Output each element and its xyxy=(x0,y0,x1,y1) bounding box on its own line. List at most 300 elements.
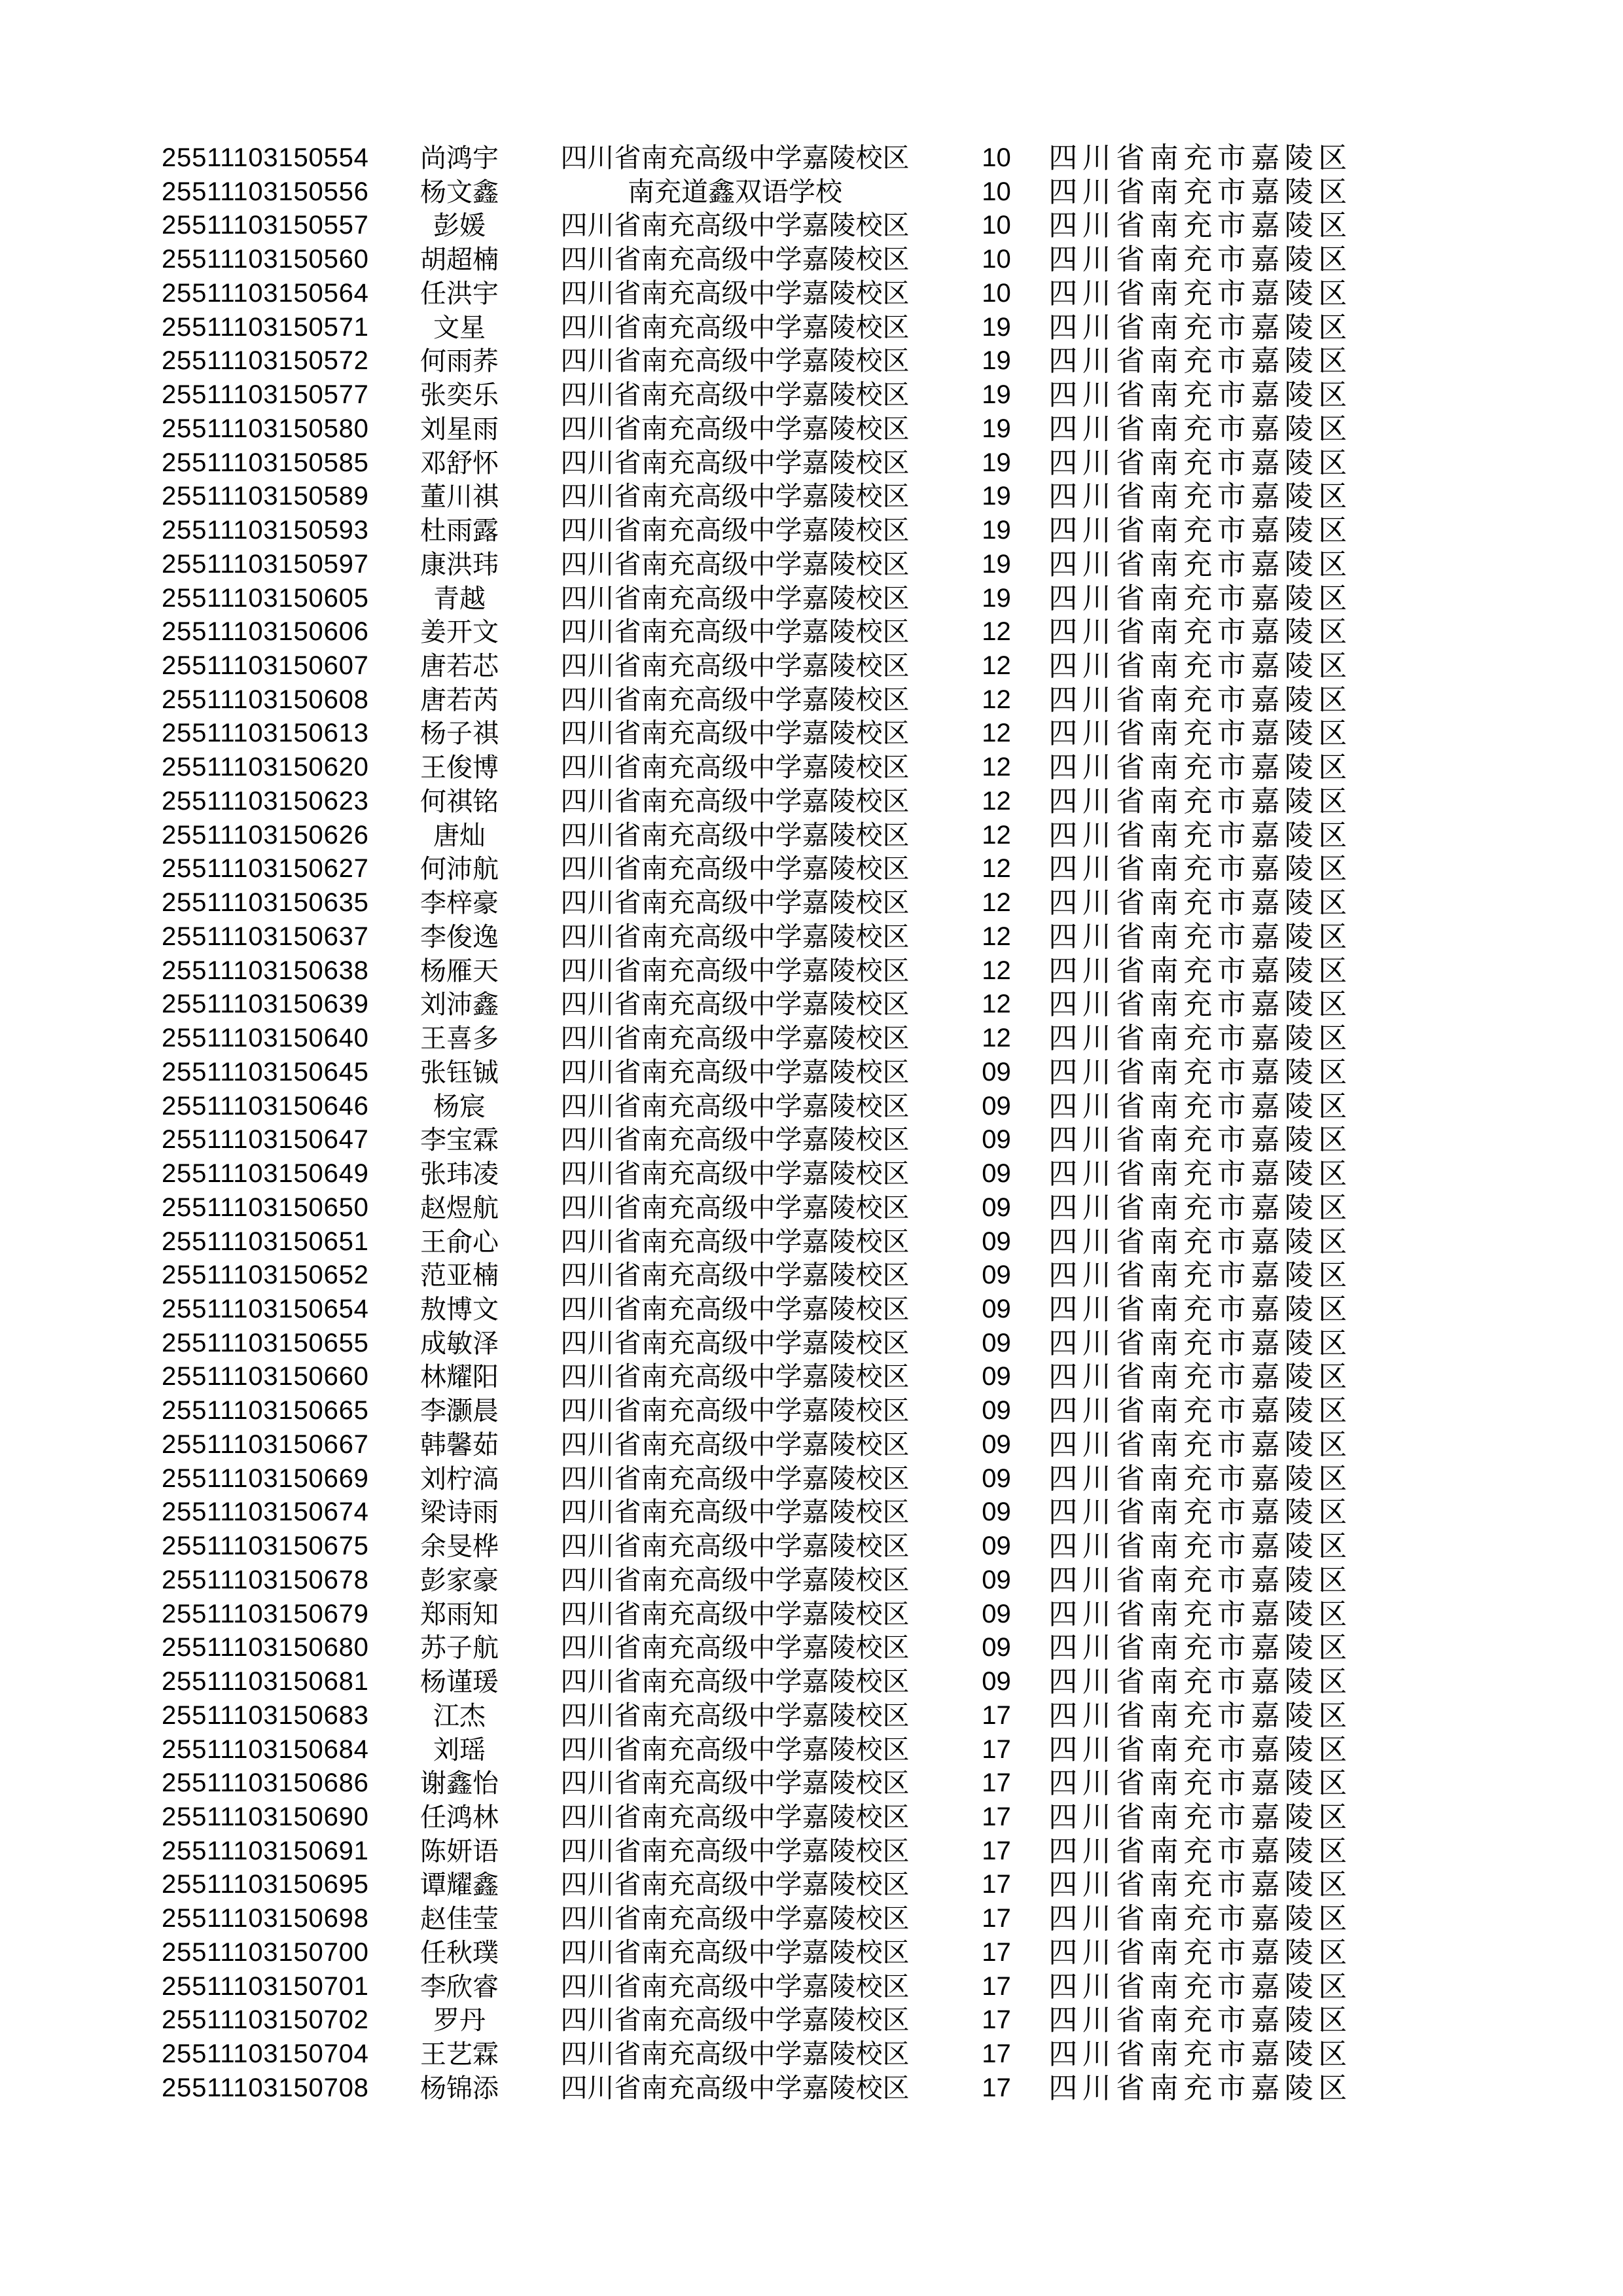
district-cell: 四川省南充市嘉陵区 xyxy=(1048,1158,1352,1191)
exam-id-cell: 25511103150655 xyxy=(162,1328,369,1357)
district-cell: 四川省南充市嘉陵区 xyxy=(1048,1428,1352,1461)
exam-id-cell: 25511103150695 xyxy=(162,1870,369,1899)
exam-id-cell: 25511103150684 xyxy=(162,1734,369,1764)
student-name-cell: 王艺霖 xyxy=(420,2039,499,2070)
district-cell: 四川省南充市嘉陵区 xyxy=(1048,1395,1352,1427)
school-cell: 四川省南充高级中学嘉陵校区 xyxy=(560,1700,910,1731)
table-row xyxy=(0,1801,1623,1835)
exam-id-cell: 25511103150571 xyxy=(162,312,369,342)
exam-id-cell: 25511103150645 xyxy=(162,1057,369,1086)
table-row xyxy=(0,311,1623,345)
table-row xyxy=(0,1835,1623,1869)
table-row xyxy=(0,548,1623,582)
student-name-cell: 杨宸 xyxy=(433,1091,486,1121)
table-row xyxy=(0,1598,1623,1632)
table-row xyxy=(0,412,1623,446)
district-cell: 四川省南充市嘉陵区 xyxy=(1048,2072,1352,2104)
exam-id-cell: 25511103150627 xyxy=(162,854,369,884)
exam-id-cell: 25511103150585 xyxy=(162,448,369,477)
table-row xyxy=(0,1090,1623,1124)
school-cell: 四川省南充高级中学嘉陵校区 xyxy=(560,1903,910,1934)
table-row xyxy=(0,378,1623,412)
table-row xyxy=(0,1428,1623,1462)
class-number-cell: 12 xyxy=(982,888,1011,918)
school-cell: 四川省南充高级中学嘉陵校区 xyxy=(560,1463,910,1494)
class-number-cell: 19 xyxy=(982,414,1011,443)
student-name-cell: 梁诗雨 xyxy=(420,1498,499,1528)
class-number-cell: 19 xyxy=(982,380,1011,410)
student-name-cell: 赵煜航 xyxy=(420,1193,499,1223)
student-name-cell: 唐灿 xyxy=(433,820,486,850)
district-cell: 四川省南充市嘉陵区 xyxy=(1048,446,1352,479)
table-row xyxy=(0,1868,1623,1902)
exam-id-cell: 25511103150557 xyxy=(162,211,369,240)
class-number-cell: 12 xyxy=(982,753,1011,782)
exam-id-cell: 25511103150651 xyxy=(162,1227,369,1256)
table-row xyxy=(0,446,1623,480)
class-number-cell: 17 xyxy=(982,1802,1011,1831)
class-number-cell: 17 xyxy=(982,1870,1011,1899)
district-cell: 四川省南充市嘉陵区 xyxy=(1048,514,1352,547)
class-number-cell: 09 xyxy=(982,1125,1011,1155)
exam-id-cell: 25511103150589 xyxy=(162,482,369,511)
district-cell: 四川省南充市嘉陵区 xyxy=(1048,2004,1352,2037)
table-row xyxy=(0,1360,1623,1394)
table-row xyxy=(0,751,1623,785)
exam-id-cell: 25511103150701 xyxy=(162,1971,369,2001)
school-cell: 四川省南充高级中学嘉陵校区 xyxy=(560,312,910,342)
district-cell: 四川省南充市嘉陵区 xyxy=(1048,819,1352,852)
district-cell: 四川省南充市嘉陵区 xyxy=(1048,277,1352,310)
table-row xyxy=(0,1157,1623,1191)
table-row xyxy=(0,582,1623,616)
table-row xyxy=(0,1733,1623,1767)
district-cell: 四川省南充市嘉陵区 xyxy=(1048,1225,1352,1258)
school-cell: 四川省南充高级中学嘉陵校区 xyxy=(560,1768,910,1799)
class-number-cell: 09 xyxy=(982,1261,1011,1290)
school-cell: 四川省南充高级中学嘉陵校区 xyxy=(560,515,910,546)
district-cell: 四川省南充市嘉陵区 xyxy=(1048,1361,1352,1393)
exam-id-cell: 25511103150637 xyxy=(162,922,369,951)
class-number-cell: 09 xyxy=(982,1294,1011,1323)
school-cell: 四川省南充高级中学嘉陵校区 xyxy=(560,888,910,918)
district-cell: 四川省南充市嘉陵区 xyxy=(1048,1564,1352,1596)
student-name-cell: 任鸿林 xyxy=(420,1802,499,1832)
exam-id-cell: 25511103150652 xyxy=(162,1261,369,1290)
school-cell: 四川省南充高级中学嘉陵校区 xyxy=(560,1056,910,1087)
exam-id-cell: 25511103150681 xyxy=(162,1667,369,1696)
exam-id-cell: 25511103150577 xyxy=(162,380,369,410)
exam-id-cell: 25511103150675 xyxy=(162,1532,369,1561)
district-cell: 四川省南充市嘉陵区 xyxy=(1048,650,1352,683)
table-row xyxy=(0,1462,1623,1496)
exam-id-cell: 25511103150560 xyxy=(162,245,369,274)
exam-id-cell: 25511103150626 xyxy=(162,820,369,850)
district-cell: 四川省南充市嘉陵区 xyxy=(1048,243,1352,276)
class-number-cell: 09 xyxy=(982,1193,1011,1222)
school-cell: 四川省南充高级中学嘉陵校区 xyxy=(560,1090,910,1121)
exam-id-cell: 25511103150580 xyxy=(162,414,369,443)
student-name-cell: 董川祺 xyxy=(420,482,499,512)
student-name-cell: 邓舒怀 xyxy=(420,448,499,478)
class-number-cell: 09 xyxy=(982,1429,1011,1459)
exam-id-cell: 25511103150680 xyxy=(162,1633,369,1662)
class-number-cell: 10 xyxy=(982,278,1011,308)
class-number-cell: 09 xyxy=(982,1227,1011,1256)
table-row xyxy=(0,615,1623,649)
class-number-cell: 12 xyxy=(982,685,1011,714)
student-table xyxy=(0,141,1623,2106)
school-cell: 四川省南充高级中学嘉陵校区 xyxy=(560,1429,910,1460)
school-cell: 四川省南充高级中学嘉陵校区 xyxy=(560,2072,910,2103)
class-number-cell: 12 xyxy=(982,719,1011,748)
student-name-cell: 张钰铖 xyxy=(420,1057,499,1087)
district-cell: 四川省南充市嘉陵区 xyxy=(1048,616,1352,649)
table-row xyxy=(0,1496,1623,1530)
district-cell: 四川省南充市嘉陵区 xyxy=(1048,1598,1352,1630)
exam-id-cell: 25511103150650 xyxy=(162,1193,369,1222)
student-name-cell: 刘沛鑫 xyxy=(420,990,499,1020)
exam-id-cell: 25511103150608 xyxy=(162,685,369,714)
school-cell: 四川省南充高级中学嘉陵校区 xyxy=(560,278,910,308)
district-cell: 四川省南充市嘉陵区 xyxy=(1048,1022,1352,1055)
class-number-cell: 09 xyxy=(982,1396,1011,1426)
school-cell: 四川省南充高级中学嘉陵校区 xyxy=(560,955,910,986)
table-row xyxy=(0,1665,1623,1699)
school-cell: 四川省南充高级中学嘉陵校区 xyxy=(560,989,910,1020)
table-row xyxy=(0,480,1623,514)
exam-id-cell: 25511103150640 xyxy=(162,1024,369,1053)
exam-id-cell: 25511103150613 xyxy=(162,719,369,748)
exam-id-cell: 25511103150654 xyxy=(162,1294,369,1323)
student-name-cell: 杜雨露 xyxy=(420,516,499,546)
exam-id-cell: 25511103150572 xyxy=(162,346,369,376)
exam-id-cell: 25511103150646 xyxy=(162,1091,369,1121)
district-cell: 四川省南充市嘉陵区 xyxy=(1048,683,1352,716)
district-cell: 四川省南充市嘉陵区 xyxy=(1048,1801,1352,1833)
exam-id-cell: 25511103150683 xyxy=(162,1700,369,1730)
table-row xyxy=(0,209,1623,243)
class-number-cell: 17 xyxy=(982,1836,1011,1865)
exam-id-cell: 25511103150700 xyxy=(162,1937,369,1967)
school-cell: 四川省南充高级中学嘉陵校区 xyxy=(560,1937,910,1967)
district-cell: 四川省南充市嘉陵区 xyxy=(1048,717,1352,750)
district-cell: 四川省南充市嘉陵区 xyxy=(1048,1699,1352,1732)
class-number-cell: 12 xyxy=(982,617,1011,647)
table-row xyxy=(0,1631,1623,1665)
table-row xyxy=(0,785,1623,819)
student-name-cell: 王俊博 xyxy=(420,753,499,783)
student-name-cell: 何祺铭 xyxy=(420,786,499,816)
district-cell: 四川省南充市嘉陵区 xyxy=(1048,1970,1352,2003)
student-name-cell: 陈妍语 xyxy=(420,1836,499,1866)
class-number-cell: 17 xyxy=(982,1768,1011,1798)
school-cell: 四川省南充高级中学嘉陵校区 xyxy=(560,413,910,444)
school-cell: 四川省南充高级中学嘉陵校区 xyxy=(560,1158,910,1189)
exam-id-cell: 25511103150691 xyxy=(162,1836,369,1865)
school-cell: 四川省南充高级中学嘉陵校区 xyxy=(560,2039,910,2070)
school-cell: 四川省南充高级中学嘉陵校区 xyxy=(560,1497,910,1528)
school-cell: 四川省南充高级中学嘉陵校区 xyxy=(560,752,910,783)
student-name-cell: 谭耀鑫 xyxy=(420,1870,499,1900)
exam-id-cell: 25511103150607 xyxy=(162,651,369,681)
table-row xyxy=(0,988,1623,1022)
class-number-cell: 19 xyxy=(982,549,1011,579)
district-cell: 四川省南充市嘉陵区 xyxy=(1048,1462,1352,1495)
class-number-cell: 09 xyxy=(982,1463,1011,1493)
district-cell: 四川省南充市嘉陵区 xyxy=(1048,142,1352,174)
table-row xyxy=(0,141,1623,175)
school-cell: 四川省南充高级中学嘉陵校区 xyxy=(560,651,910,681)
class-number-cell: 17 xyxy=(982,2073,1011,2102)
class-number-cell: 09 xyxy=(982,1633,1011,1662)
school-cell: 四川省南充高级中学嘉陵校区 xyxy=(560,921,910,952)
district-cell: 四川省南充市嘉陵区 xyxy=(1048,480,1352,513)
district-cell: 四川省南充市嘉陵区 xyxy=(1048,1869,1352,1901)
district-cell: 四川省南充市嘉陵区 xyxy=(1048,345,1352,378)
student-name-cell: 彭媛 xyxy=(433,211,486,241)
student-name-cell: 王俞心 xyxy=(420,1227,499,1257)
district-cell: 四川省南充市嘉陵区 xyxy=(1048,1530,1352,1563)
class-number-cell: 09 xyxy=(982,1667,1011,1696)
student-name-cell: 郑雨知 xyxy=(420,1599,499,1629)
class-number-cell: 17 xyxy=(982,1700,1011,1730)
exam-id-cell: 25511103150708 xyxy=(162,2073,369,2102)
student-name-cell: 罗丹 xyxy=(433,2005,486,2036)
district-cell: 四川省南充市嘉陵区 xyxy=(1048,1496,1352,1529)
class-number-cell: 10 xyxy=(982,177,1011,206)
student-name-cell: 杨锦添 xyxy=(420,2073,499,2103)
district-cell: 四川省南充市嘉陵区 xyxy=(1048,2038,1352,2071)
exam-id-cell: 25511103150647 xyxy=(162,1125,369,1155)
school-cell: 四川省南充高级中学嘉陵校区 xyxy=(560,1124,910,1155)
table-row xyxy=(0,683,1623,717)
school-cell: 四川省南充高级中学嘉陵校区 xyxy=(560,1869,910,1900)
class-number-cell: 19 xyxy=(982,583,1011,613)
student-name-cell: 文星 xyxy=(433,312,486,342)
student-name-cell: 李俊逸 xyxy=(420,922,499,952)
district-cell: 四川省南充市嘉陵区 xyxy=(1048,1191,1352,1224)
exam-id-cell: 25511103150698 xyxy=(162,1904,369,1933)
exam-id-cell: 25511103150679 xyxy=(162,1599,369,1628)
school-cell: 四川省南充高级中学嘉陵校区 xyxy=(560,718,910,749)
student-name-cell: 杨文鑫 xyxy=(420,177,499,207)
student-name-cell: 江杰 xyxy=(433,1700,486,1731)
student-name-cell: 林耀阳 xyxy=(420,1362,499,1392)
table-row xyxy=(0,717,1623,751)
class-number-cell: 12 xyxy=(982,1024,1011,1053)
exam-id-cell: 25511103150564 xyxy=(162,278,369,308)
school-cell: 四川省南充高级中学嘉陵校区 xyxy=(560,1361,910,1392)
district-cell: 四川省南充市嘉陵区 xyxy=(1048,582,1352,615)
class-number-cell: 19 xyxy=(982,312,1011,342)
table-row xyxy=(0,1970,1623,2004)
school-cell: 四川省南充高级中学嘉陵校区 xyxy=(560,2005,910,2036)
table-row xyxy=(0,1123,1623,1157)
exam-id-cell: 25511103150665 xyxy=(162,1396,369,1426)
exam-id-cell: 25511103150678 xyxy=(162,1565,369,1594)
exam-id-cell: 25511103150605 xyxy=(162,583,369,613)
table-row xyxy=(0,1327,1623,1361)
class-number-cell: 09 xyxy=(982,1159,1011,1189)
student-name-cell: 刘瑶 xyxy=(433,1734,486,1765)
school-cell: 四川省南充高级中学嘉陵校区 xyxy=(560,1801,910,1832)
class-number-cell: 09 xyxy=(982,1498,1011,1527)
exam-id-cell: 25511103150674 xyxy=(162,1498,369,1527)
school-cell: 四川省南充高级中学嘉陵校区 xyxy=(560,548,910,579)
student-name-cell: 范亚楠 xyxy=(420,1261,499,1291)
student-name-cell: 李梓豪 xyxy=(420,888,499,918)
table-row xyxy=(0,1530,1623,1564)
district-cell: 四川省南充市嘉陵区 xyxy=(1048,853,1352,886)
table-row xyxy=(0,243,1623,277)
student-name-cell: 唐若芮 xyxy=(420,685,499,715)
student-name-cell: 李欣睿 xyxy=(420,1971,499,2001)
class-number-cell: 19 xyxy=(982,448,1011,477)
student-name-cell: 苏子航 xyxy=(420,1633,499,1663)
school-cell: 四川省南充高级中学嘉陵校区 xyxy=(560,346,910,376)
district-cell: 四川省南充市嘉陵区 xyxy=(1048,751,1352,784)
district-cell: 四川省南充市嘉陵区 xyxy=(1048,1056,1352,1088)
student-name-cell: 王喜多 xyxy=(420,1024,499,1054)
school-cell: 四川省南充高级中学嘉陵校区 xyxy=(560,447,910,478)
school-cell: 四川省南充高级中学嘉陵校区 xyxy=(560,819,910,850)
school-cell: 四川省南充高级中学嘉陵校区 xyxy=(560,1835,910,1866)
district-cell: 四川省南充市嘉陵区 xyxy=(1048,1666,1352,1698)
table-row xyxy=(0,1259,1623,1293)
exam-id-cell: 25511103150554 xyxy=(162,143,369,172)
exam-id-cell: 25511103150686 xyxy=(162,1768,369,1798)
table-row xyxy=(0,1191,1623,1225)
table-row xyxy=(0,886,1623,920)
student-name-cell: 唐若芯 xyxy=(420,651,499,681)
student-name-cell: 任洪宇 xyxy=(420,278,499,308)
student-name-cell: 何雨荞 xyxy=(420,346,499,376)
district-cell: 四川省南充市嘉陵区 xyxy=(1048,1090,1352,1122)
exam-id-cell: 25511103150704 xyxy=(162,2039,369,2069)
school-cell: 四川省南充高级中学嘉陵校区 xyxy=(560,1327,910,1358)
table-row xyxy=(0,514,1623,548)
table-row xyxy=(0,344,1623,378)
class-number-cell: 09 xyxy=(982,1328,1011,1357)
student-name-cell: 彭家豪 xyxy=(420,1565,499,1595)
student-name-cell: 尚鸿宇 xyxy=(420,143,499,173)
district-cell: 四川省南充市嘉陵区 xyxy=(1048,1903,1352,1935)
table-row xyxy=(0,954,1623,988)
exam-id-cell: 25511103150649 xyxy=(162,1159,369,1189)
table-row xyxy=(0,2072,1623,2106)
student-name-cell: 何沛航 xyxy=(420,854,499,884)
class-number-cell: 10 xyxy=(982,211,1011,240)
district-cell: 四川省南充市嘉陵区 xyxy=(1048,175,1352,208)
district-cell: 四川省南充市嘉陵区 xyxy=(1048,548,1352,581)
table-row xyxy=(0,1902,1623,1936)
class-number-cell: 10 xyxy=(982,143,1011,172)
exam-id-cell: 25511103150593 xyxy=(162,516,369,545)
class-number-cell: 12 xyxy=(982,990,1011,1019)
student-name-cell: 姜开文 xyxy=(420,617,499,647)
exam-id-cell: 25511103150638 xyxy=(162,956,369,985)
school-cell: 四川省南充高级中学嘉陵校区 xyxy=(560,1564,910,1595)
student-name-cell: 杨雁天 xyxy=(420,956,499,986)
school-cell: 四川省南充高级中学嘉陵校区 xyxy=(560,1971,910,2001)
table-row xyxy=(0,1056,1623,1090)
district-cell: 四川省南充市嘉陵区 xyxy=(1048,311,1352,344)
table-row xyxy=(0,819,1623,853)
district-cell: 四川省南充市嘉陵区 xyxy=(1048,920,1352,953)
school-cell: 四川省南充高级中学嘉陵校区 xyxy=(560,583,910,613)
school-cell: 四川省南充高级中学嘉陵校区 xyxy=(560,1666,910,1697)
class-number-cell: 19 xyxy=(982,346,1011,376)
district-cell: 四川省南充市嘉陵区 xyxy=(1048,1293,1352,1325)
student-name-cell: 康洪玮 xyxy=(420,549,499,579)
table-row xyxy=(0,175,1623,209)
school-cell: 四川省南充高级中学嘉陵校区 xyxy=(560,1734,910,1765)
class-number-cell: 19 xyxy=(982,482,1011,511)
class-number-cell: 09 xyxy=(982,1599,1011,1628)
student-name-cell: 胡超楠 xyxy=(420,245,499,275)
school-cell: 四川省南充高级中学嘉陵校区 xyxy=(560,481,910,512)
exam-id-cell: 25511103150597 xyxy=(162,549,369,579)
table-row xyxy=(0,2037,1623,2072)
student-name-cell: 青越 xyxy=(433,583,486,613)
district-cell: 四川省南充市嘉陵区 xyxy=(1048,1259,1352,1292)
student-name-cell: 李灏晨 xyxy=(420,1396,499,1426)
school-cell: 四川省南充高级中学嘉陵校区 xyxy=(560,785,910,816)
district-cell: 四川省南充市嘉陵区 xyxy=(1048,1835,1352,1867)
exam-id-cell: 25511103150660 xyxy=(162,1362,369,1391)
class-number-cell: 12 xyxy=(982,922,1011,951)
exam-id-cell: 25511103150635 xyxy=(162,888,369,918)
student-name-cell: 刘柠滈 xyxy=(420,1463,499,1494)
class-number-cell: 09 xyxy=(982,1091,1011,1121)
exam-id-cell: 25511103150556 xyxy=(162,177,369,206)
table-row xyxy=(0,1564,1623,1598)
district-cell: 四川省南充市嘉陵区 xyxy=(1048,1936,1352,1969)
district-cell: 四川省南充市嘉陵区 xyxy=(1048,1124,1352,1157)
student-name-cell: 李宝霖 xyxy=(420,1125,499,1155)
table-row xyxy=(0,1293,1623,1327)
table-row xyxy=(0,649,1623,683)
school-cell: 四川省南充高级中学嘉陵校区 xyxy=(560,1226,910,1257)
exam-id-cell: 25511103150606 xyxy=(162,617,369,647)
student-name-cell: 杨子祺 xyxy=(420,719,499,749)
class-number-cell: 09 xyxy=(982,1565,1011,1594)
exam-id-cell: 25511103150690 xyxy=(162,1802,369,1831)
class-number-cell: 19 xyxy=(982,516,1011,545)
exam-id-cell: 25511103150669 xyxy=(162,1463,369,1493)
district-cell: 四川省南充市嘉陵区 xyxy=(1048,954,1352,987)
class-number-cell: 17 xyxy=(982,1904,1011,1933)
district-cell: 四川省南充市嘉陵区 xyxy=(1048,379,1352,412)
district-cell: 四川省南充市嘉陵区 xyxy=(1048,785,1352,817)
district-cell: 四川省南充市嘉陵区 xyxy=(1048,887,1352,920)
table-row xyxy=(0,1394,1623,1428)
district-cell: 四川省南充市嘉陵区 xyxy=(1048,412,1352,445)
school-cell: 四川省南充高级中学嘉陵校区 xyxy=(560,380,910,410)
school-cell: 四川省南充高级中学嘉陵校区 xyxy=(560,1293,910,1324)
class-number-cell: 17 xyxy=(982,2039,1011,2069)
school-cell: 四川省南充高级中学嘉陵校区 xyxy=(560,1023,910,1054)
school-cell: 四川省南充高级中学嘉陵校区 xyxy=(560,1531,910,1562)
school-cell: 南充道鑫双语学校 xyxy=(628,176,842,207)
district-cell: 四川省南充市嘉陵区 xyxy=(1048,1632,1352,1664)
student-name-cell: 赵佳莹 xyxy=(420,1904,499,1934)
student-name-cell: 张奕乐 xyxy=(420,380,499,410)
class-number-cell: 12 xyxy=(982,854,1011,884)
class-number-cell: 09 xyxy=(982,1532,1011,1561)
school-cell: 四川省南充高级中学嘉陵校区 xyxy=(560,1260,910,1291)
